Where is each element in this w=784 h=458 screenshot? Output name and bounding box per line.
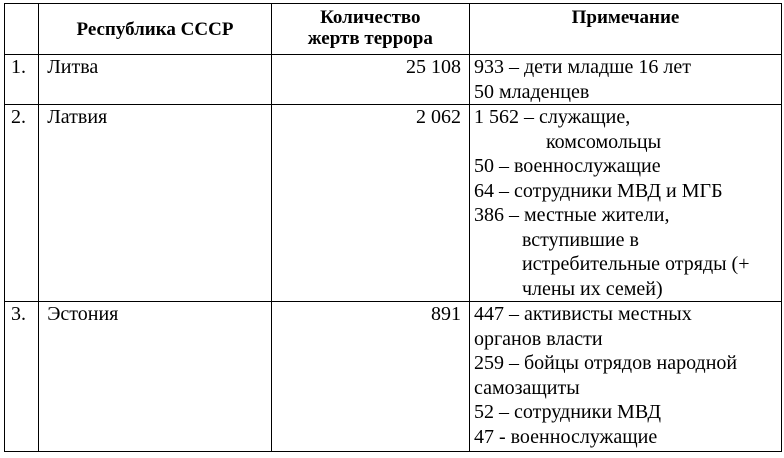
row-republic: Эстония	[39, 302, 271, 452]
note-line: 50 младенцев	[473, 80, 590, 103]
header-num-cell	[5, 4, 39, 55]
note-line: 50 – военнослужащие	[473, 155, 661, 177]
header-count	[271, 4, 469, 55]
note-line: 52 – сотрудники МВД	[473, 401, 662, 423]
note-line: 64 – сотрудники МВД и МГБ	[473, 179, 723, 202]
row-num: 1.	[5, 55, 39, 105]
table-header-row	[5, 4, 782, 55]
note-line: 259 – бойцы отрядов народной	[473, 352, 738, 374]
table-row	[5, 55, 782, 105]
row-count: 25 108	[271, 55, 469, 105]
note-line: 47 - военнослужащие	[473, 425, 658, 448]
note-line: 1 562 – служащие,	[473, 106, 631, 128]
note-line: члены их семей)	[521, 277, 663, 300]
note-line: вступившие в	[521, 228, 639, 251]
header-count-line1: Количество	[320, 7, 421, 28]
note-line: 386 – местные жители,	[473, 204, 670, 226]
note-line: самозащиты	[473, 376, 580, 399]
table-row	[5, 105, 782, 302]
note-line: органов власти	[473, 327, 603, 350]
row-notes	[469, 302, 781, 452]
row-notes	[469, 55, 781, 105]
header-republic: Республика СССР	[39, 4, 271, 55]
row-num: 2.	[5, 105, 39, 302]
row-republic: Литва	[39, 55, 271, 105]
row-notes	[469, 105, 781, 302]
terror-victims-table	[4, 3, 782, 452]
row-num: 3.	[5, 302, 39, 452]
note-line: 933 – дети младше 16 лет	[473, 56, 692, 78]
note-line: истребительные отряды (+	[521, 253, 750, 275]
note-line: комсомольцы	[545, 130, 662, 153]
table-row	[5, 302, 782, 452]
note-line: 447 – активисты местных	[473, 303, 692, 325]
header-count-line2: жертв террора	[307, 28, 433, 49]
row-count: 2 062	[271, 105, 469, 302]
row-count: 891	[271, 302, 469, 452]
row-republic: Латвия	[39, 105, 271, 302]
header-note: Примечание	[469, 4, 781, 55]
